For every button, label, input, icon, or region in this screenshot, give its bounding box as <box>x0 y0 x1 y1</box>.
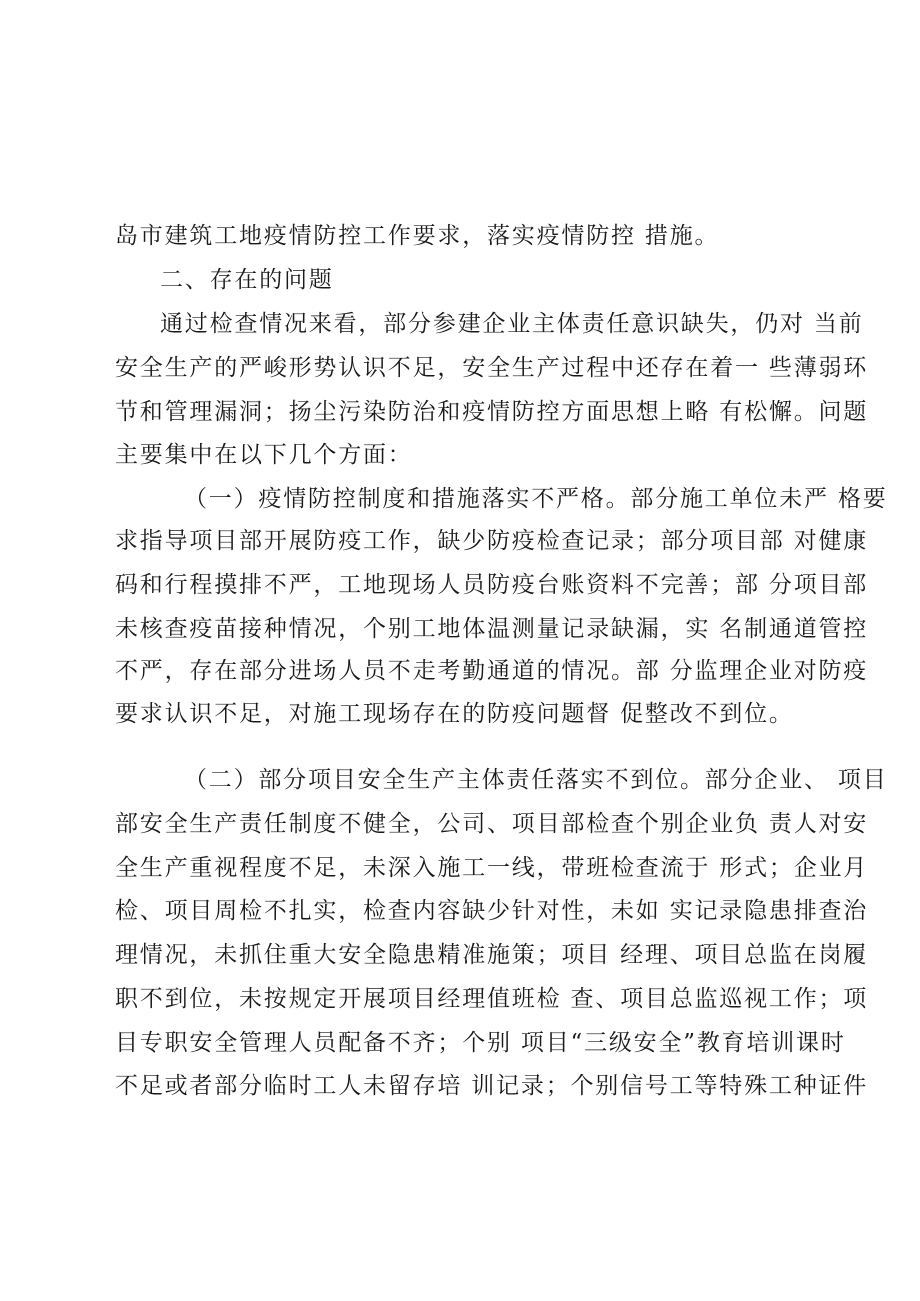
subsection-2-line-8: 不足或者部分临时工人未留存培 训记录；个别信号工等特殊工种证件 <box>115 1073 869 1099</box>
subsection-2-line-2: 部安全生产责任制度不健全，公司、项目部检查个别企业负 责人对安 <box>115 811 869 837</box>
subsection-2-line-5: 理情况，未抓住重大安全隐患精准施策；项目 经理、项目总监在岗履 <box>115 942 869 968</box>
section-heading-problems: 二、存在的问题 <box>160 267 334 293</box>
subsection-1-line-1: （一）疫情防控制度和措施落实不严格。部分施工单位未严 格要 <box>184 486 888 512</box>
subsection-2-line-3: 全生产重视程度不足，未深入施工一线，带班检查流于 形式；企业月 <box>115 855 869 881</box>
subsection-2-line-6: 职不到位，未按规定开展项目经理值班检 查、项目总监巡视工作；项 <box>115 986 869 1012</box>
subsection-1-line-3: 码和行程摸排不严，工地现场人员防疫台账资料不完善；部 分项目部 <box>115 572 869 598</box>
paragraph-line-6: 主要集中在以下几个方面： <box>115 442 413 468</box>
paragraph-line-1: 岛市建筑工地疫情防控工作要求，落实疫情防控 措施。 <box>115 223 720 249</box>
paragraph-line-5: 节和管理漏洞；扬尘污染防治和疫情防控方面思想上略 有松懈。问题 <box>115 399 869 425</box>
subsection-1-line-6: 要求认识不足，对施工现场存在的防疫问题督 促整改不到位。 <box>115 701 794 727</box>
subsection-1-line-5: 不严，存在部分进场人员不走考勤通道的情况。部 分监理企业对防疫 <box>115 658 869 684</box>
paragraph-line-3: 通过检查情况来看，部分参建企业主体责任意识缺失，仍对 当前 <box>160 311 864 337</box>
paragraph-line-4: 安全生产的严峻形势认识不足，安全生产过程中还存在着一 些薄弱环 <box>115 355 869 381</box>
subsection-1-line-2: 求指导项目部开展防疫工作，缺少防疫检查记录；部分项目部 对健康 <box>115 528 869 554</box>
subsection-2-line-1: （二）部分项目安全生产主体责任落实不到位。部分企业、 项目 <box>184 767 888 793</box>
subsection-2-line-7: 目专职安全管理人员配备不齐；个别 项目“三级安全”教育培训课时 <box>115 1030 846 1056</box>
subsection-2-line-4: 检、项目周检不扎实，检查内容缺少针对性，未如 实记录隐患排查治 <box>115 898 869 924</box>
subsection-1-line-4: 未核查疫苗接种情况，个别工地体温测量记录缺漏，实 名制通道管控 <box>115 616 869 642</box>
